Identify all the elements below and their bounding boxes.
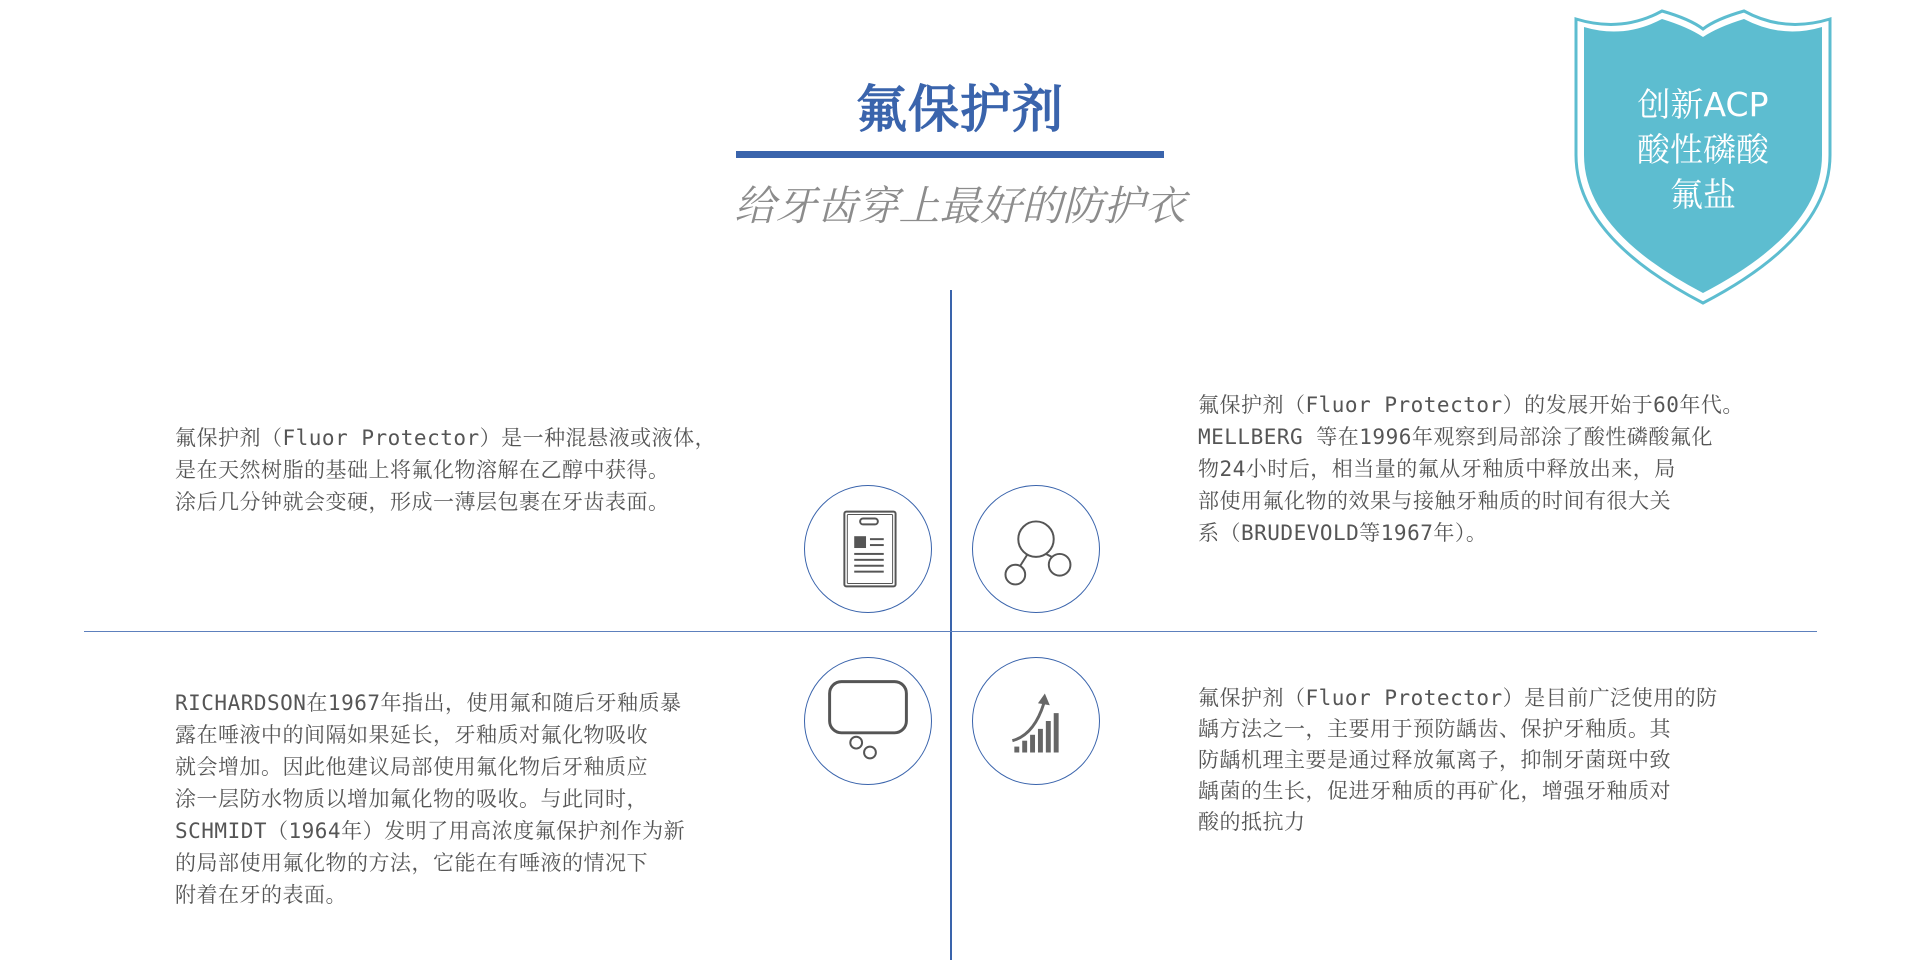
document-icon [805,486,931,612]
text-line: 系（BRUDEVOLD等1967年）。 [1198,521,1488,545]
text-line: 物24小时后，相当量的氟从牙釉质中释放出来，局 [1198,457,1676,481]
text-line: 涂后几分钟就会变硬，形成一薄层包裹在牙齿表面。 [175,490,670,514]
molecule-icon-circle [972,485,1100,613]
fluor-protector-research [175,687,685,911]
molecule-icon [973,486,1099,612]
document-icon-circle [804,485,932,613]
text-line: 防龋机理主要是通过释放氟离子，抑制牙菌斑中致 [1198,748,1671,772]
vertical-divider [950,290,952,960]
text-line: 龋方法之一，主要用于预防龋齿、保护牙釉质。其 [1198,717,1671,741]
text-line: 附着在牙的表面。 [175,883,347,907]
text-line: 氟保护剂（Fluor Protector）是目前广泛使用的防 [1198,686,1718,710]
text-line: 就会增加。因此他建议局部使用氟化物后牙釉质应 [175,755,648,779]
text-line: 酸的抵抗力 [1198,810,1306,834]
text-line: 部使用氟化物的效果与接触牙釉质的时间有很大关 [1198,489,1671,513]
text-line: 露在唾液中的间隔如果延长，牙釉质对氟化物吸收 [175,723,648,747]
thought-bubble-icon-circle [804,657,932,785]
horizontal-divider [84,631,1817,632]
text-line: 涂一层防水物质以增加氟化物的吸收。与此同时， [175,787,648,811]
text-line: 氟保护剂（Fluor Protector）是一种混悬液或液体， [175,426,717,450]
growth-chart-icon [973,658,1099,784]
fluor-protector-mechanism [1198,683,1718,838]
fluor-protector-history [1198,389,1744,549]
text-line: SCHMIDT（1964年）发明了用高浓度氟保护剂作为新 [175,819,686,843]
fluor-protector-definition [175,422,716,518]
badge-line: 创新ACP [1637,85,1769,124]
growth-chart-icon-circle [972,657,1100,785]
page-subtitle: 给牙齿穿上最好的防护衣 [734,182,1186,230]
thought-bubble-icon [805,658,931,784]
text-line: MELLBERG 等在1996年观察到局部涂了酸性磷酸氟化 [1198,425,1713,449]
title-underline [736,151,1164,158]
text-line: 是在天然树脂的基础上将氟化物溶解在乙醇中获得。 [175,458,670,482]
text-line: 的局部使用氟化物的方法，它能在有唾液的情况下 [175,851,648,875]
shield-badge-text [1572,82,1834,217]
text-line: RICHARDSON在1967年指出，使用氟和随后牙釉质暴 [175,691,682,715]
page-title: 氟保护剂 [855,81,1064,140]
text-line: 氟保护剂（Fluor Protector）的发展开始于60年代。 [1198,393,1744,417]
badge-line: 酸性磷酸 [1637,130,1769,169]
text-line: 龋菌的生长，促进牙釉质的再矿化，增强牙釉质对 [1198,779,1671,803]
badge-line: 氟盐 [1670,175,1736,214]
